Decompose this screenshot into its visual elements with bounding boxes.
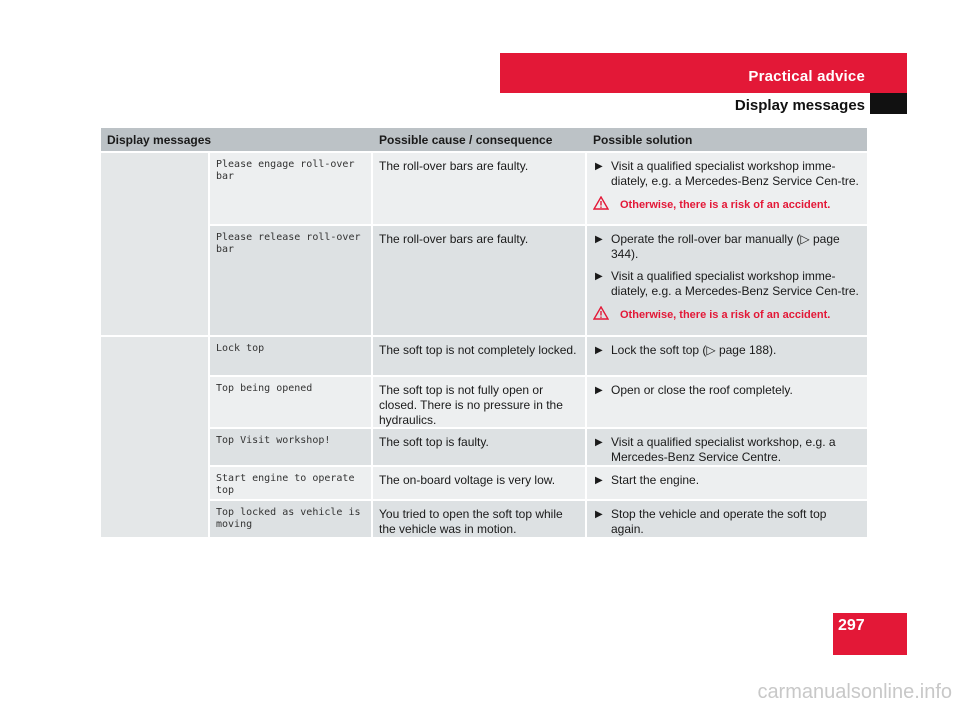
possible-solution bbox=[587, 153, 867, 224]
display-message: Please engage roll-over bar bbox=[210, 153, 373, 224]
table-group-soft-top bbox=[101, 335, 867, 537]
solution-step bbox=[593, 383, 859, 398]
solution-step bbox=[593, 473, 859, 488]
arrow-bullet-icon: ▶ bbox=[595, 475, 603, 486]
display-message: Top Visit workshop! bbox=[210, 429, 373, 465]
solution-step-text: Visit a qualified specialist workshop, e.g. a Mercedes-Benz Service Centre. bbox=[611, 435, 836, 464]
possible-solution bbox=[587, 467, 867, 499]
arrow-bullet-icon: ▶ bbox=[595, 271, 603, 282]
possible-solution bbox=[587, 429, 867, 465]
section-subtitle: Display messages bbox=[734, 97, 865, 114]
display-message: Start engine to operate top bbox=[210, 467, 373, 499]
display-message: Lock top bbox=[210, 337, 373, 375]
possible-cause: You tried to open the soft top while the vehicle was in motion. bbox=[373, 501, 587, 537]
possible-cause: The soft top is not fully open or closed. There is no pressure in the hydraulics. bbox=[373, 377, 587, 427]
solution-step bbox=[593, 232, 859, 262]
table-row bbox=[210, 465, 867, 499]
display-message: Please release roll-over bar bbox=[210, 226, 373, 335]
page-number: 297 bbox=[838, 617, 865, 634]
display-messages-table bbox=[101, 128, 867, 537]
solution-step-text: Lock the soft top (▷ page 188). bbox=[611, 343, 777, 357]
warning-text: Otherwise, there is a risk of an accident. bbox=[620, 198, 831, 211]
possible-solution bbox=[587, 501, 867, 537]
solution-step bbox=[593, 343, 859, 358]
possible-cause: The roll-over bars are faulty. bbox=[373, 226, 587, 335]
solution-step bbox=[593, 269, 859, 299]
header-tab-marker bbox=[870, 93, 907, 114]
solution-step-text: Visit a qualified specialist workshop imme-diately, e.g. a Mercedes-Benz Service Cen-tre. bbox=[611, 269, 859, 298]
arrow-bullet-icon: ▶ bbox=[595, 385, 603, 396]
arrow-bullet-icon: ▶ bbox=[595, 509, 603, 520]
section-title: Practical advice bbox=[748, 68, 865, 85]
column-header-possible-solution: Possible solution bbox=[593, 133, 693, 147]
table-row bbox=[210, 499, 867, 537]
solution-step-text: Open or close the roof completely. bbox=[611, 383, 793, 397]
possible-cause: The soft top is faulty. bbox=[373, 429, 587, 465]
possible-solution bbox=[587, 337, 867, 375]
table-header-row bbox=[101, 128, 867, 151]
solution-step bbox=[593, 507, 859, 537]
table-group-rollover bbox=[101, 151, 867, 335]
accident-warning bbox=[593, 196, 859, 214]
table-row bbox=[210, 337, 867, 375]
table-row bbox=[210, 153, 867, 224]
arrow-bullet-icon: ▶ bbox=[595, 345, 603, 356]
watermark: carmanualsonline.info bbox=[757, 681, 952, 703]
arrow-bullet-icon: ▶ bbox=[595, 437, 603, 448]
display-message: Top locked as vehicle is moving bbox=[210, 501, 373, 537]
table-row bbox=[210, 375, 867, 427]
column-header-possible-cause: Possible cause / consequence bbox=[379, 133, 553, 147]
possible-cause: The on-board voltage is very low. bbox=[373, 467, 587, 499]
accident-warning bbox=[593, 306, 859, 324]
warning-triangle-icon bbox=[593, 306, 615, 324]
solution-step-text: Stop the vehicle and operate the soft top again. bbox=[611, 507, 827, 536]
solution-step-text: Start the engine. bbox=[611, 473, 700, 487]
warning-triangle-icon bbox=[593, 196, 615, 214]
arrow-bullet-icon: ▶ bbox=[595, 161, 603, 172]
table-row bbox=[210, 224, 867, 335]
possible-cause: The roll-over bars are faulty. bbox=[373, 153, 587, 224]
group-symbol-cell bbox=[101, 153, 210, 335]
column-header-display-messages: Display messages bbox=[107, 133, 212, 147]
possible-cause: The soft top is not completely locked. bbox=[373, 337, 587, 375]
solution-step-text: Operate the roll-over bar manually (▷ page 344). bbox=[611, 232, 840, 261]
solution-step-text: Visit a qualified specialist workshop imme-diately, e.g. a Mercedes-Benz Service Cen-tre. bbox=[611, 159, 859, 188]
possible-solution bbox=[587, 226, 867, 335]
table-row bbox=[210, 427, 867, 465]
possible-solution bbox=[587, 377, 867, 427]
solution-step bbox=[593, 159, 859, 189]
solution-step bbox=[593, 435, 859, 465]
arrow-bullet-icon: ▶ bbox=[595, 234, 603, 245]
group-symbol-cell bbox=[101, 337, 210, 537]
display-message: Top being opened bbox=[210, 377, 373, 427]
warning-text: Otherwise, there is a risk of an accident. bbox=[620, 308, 831, 321]
